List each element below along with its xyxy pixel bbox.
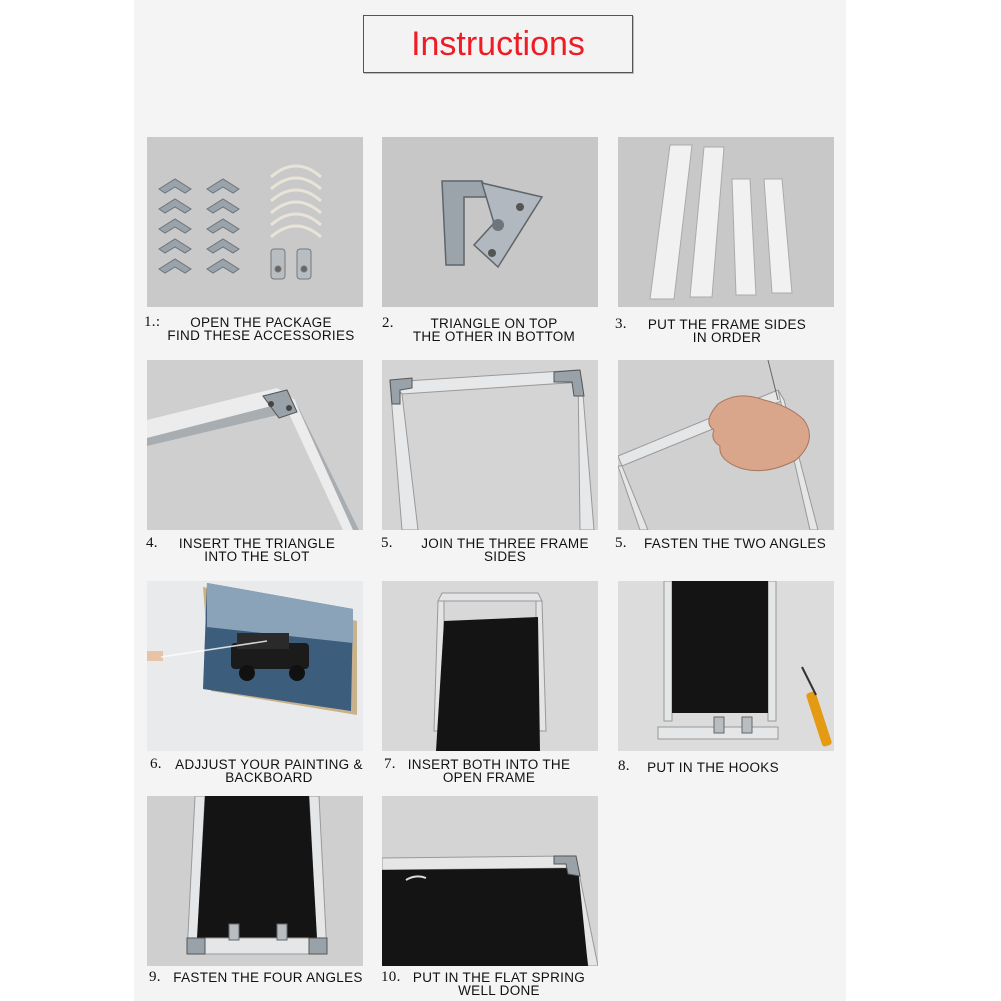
title-box: [363, 15, 633, 73]
step-number: 1.:: [144, 314, 161, 330]
step-1-photo: [147, 137, 363, 307]
step-number: 5.: [381, 535, 393, 551]
caption-line-1: INSERT BOTH INTO THE: [407, 757, 571, 772]
caption-line-1: FASTEN THE FOUR ANGLES: [173, 970, 363, 985]
step-number: 3.: [615, 316, 627, 332]
step-10-photo: [382, 796, 598, 966]
caption-line-1: FASTEN THE TWO ANGLES: [643, 536, 827, 551]
caption-line-2: BACKBOARD: [225, 770, 313, 785]
step-6-photo: [147, 581, 363, 751]
step-2-photo: [382, 137, 598, 307]
step-9-photo: [147, 796, 363, 966]
caption-line-1: PUT IN THE FLAT SPRING: [412, 970, 586, 985]
caption-line-2: WELL DONE: [458, 983, 540, 998]
step-5b-photo: [618, 360, 834, 530]
caption-line-1: JOIN THE THREE FRAME: [421, 536, 589, 551]
caption-line-2: OPEN FRAME: [442, 770, 536, 785]
caption-line-2: THE OTHER IN BOTTOM: [412, 329, 576, 344]
step-number: 7.: [384, 756, 396, 772]
step-3-photo: [618, 137, 834, 307]
caption-line-1: PUT IN THE HOOKS: [647, 760, 779, 775]
step-number: 5.: [615, 535, 627, 551]
caption-line-2: INTO THE SLOT: [204, 549, 310, 564]
step-number: 4.: [146, 535, 158, 551]
caption-line-2: FIND THESE ACCESSORIES: [167, 328, 355, 343]
step-5-photo: [382, 360, 598, 530]
caption-line-2: SIDES: [483, 549, 526, 564]
caption-line-2: IN ORDER: [692, 330, 762, 345]
step-number: 9.: [149, 969, 161, 985]
caption-line-1: TRIANGLE ON TOP: [430, 316, 558, 331]
step-7-photo: [382, 581, 598, 751]
caption-line-1: ADJJUST YOUR PAINTING &: [175, 757, 363, 772]
page-title: Instructions: [411, 24, 585, 63]
step-number: 10.: [381, 969, 401, 985]
caption-line-1: OPEN THE PACKAGE: [190, 315, 332, 330]
step-number: 2.: [382, 315, 394, 331]
step-number: 8.: [618, 758, 630, 774]
step-number: 6.: [150, 756, 162, 772]
step-4-photo: [147, 360, 363, 530]
caption-line-1: PUT THE FRAME SIDES: [647, 317, 807, 332]
caption-line-1: INSERT THE TRIANGLE: [178, 536, 336, 551]
step-8-photo: [618, 581, 834, 751]
